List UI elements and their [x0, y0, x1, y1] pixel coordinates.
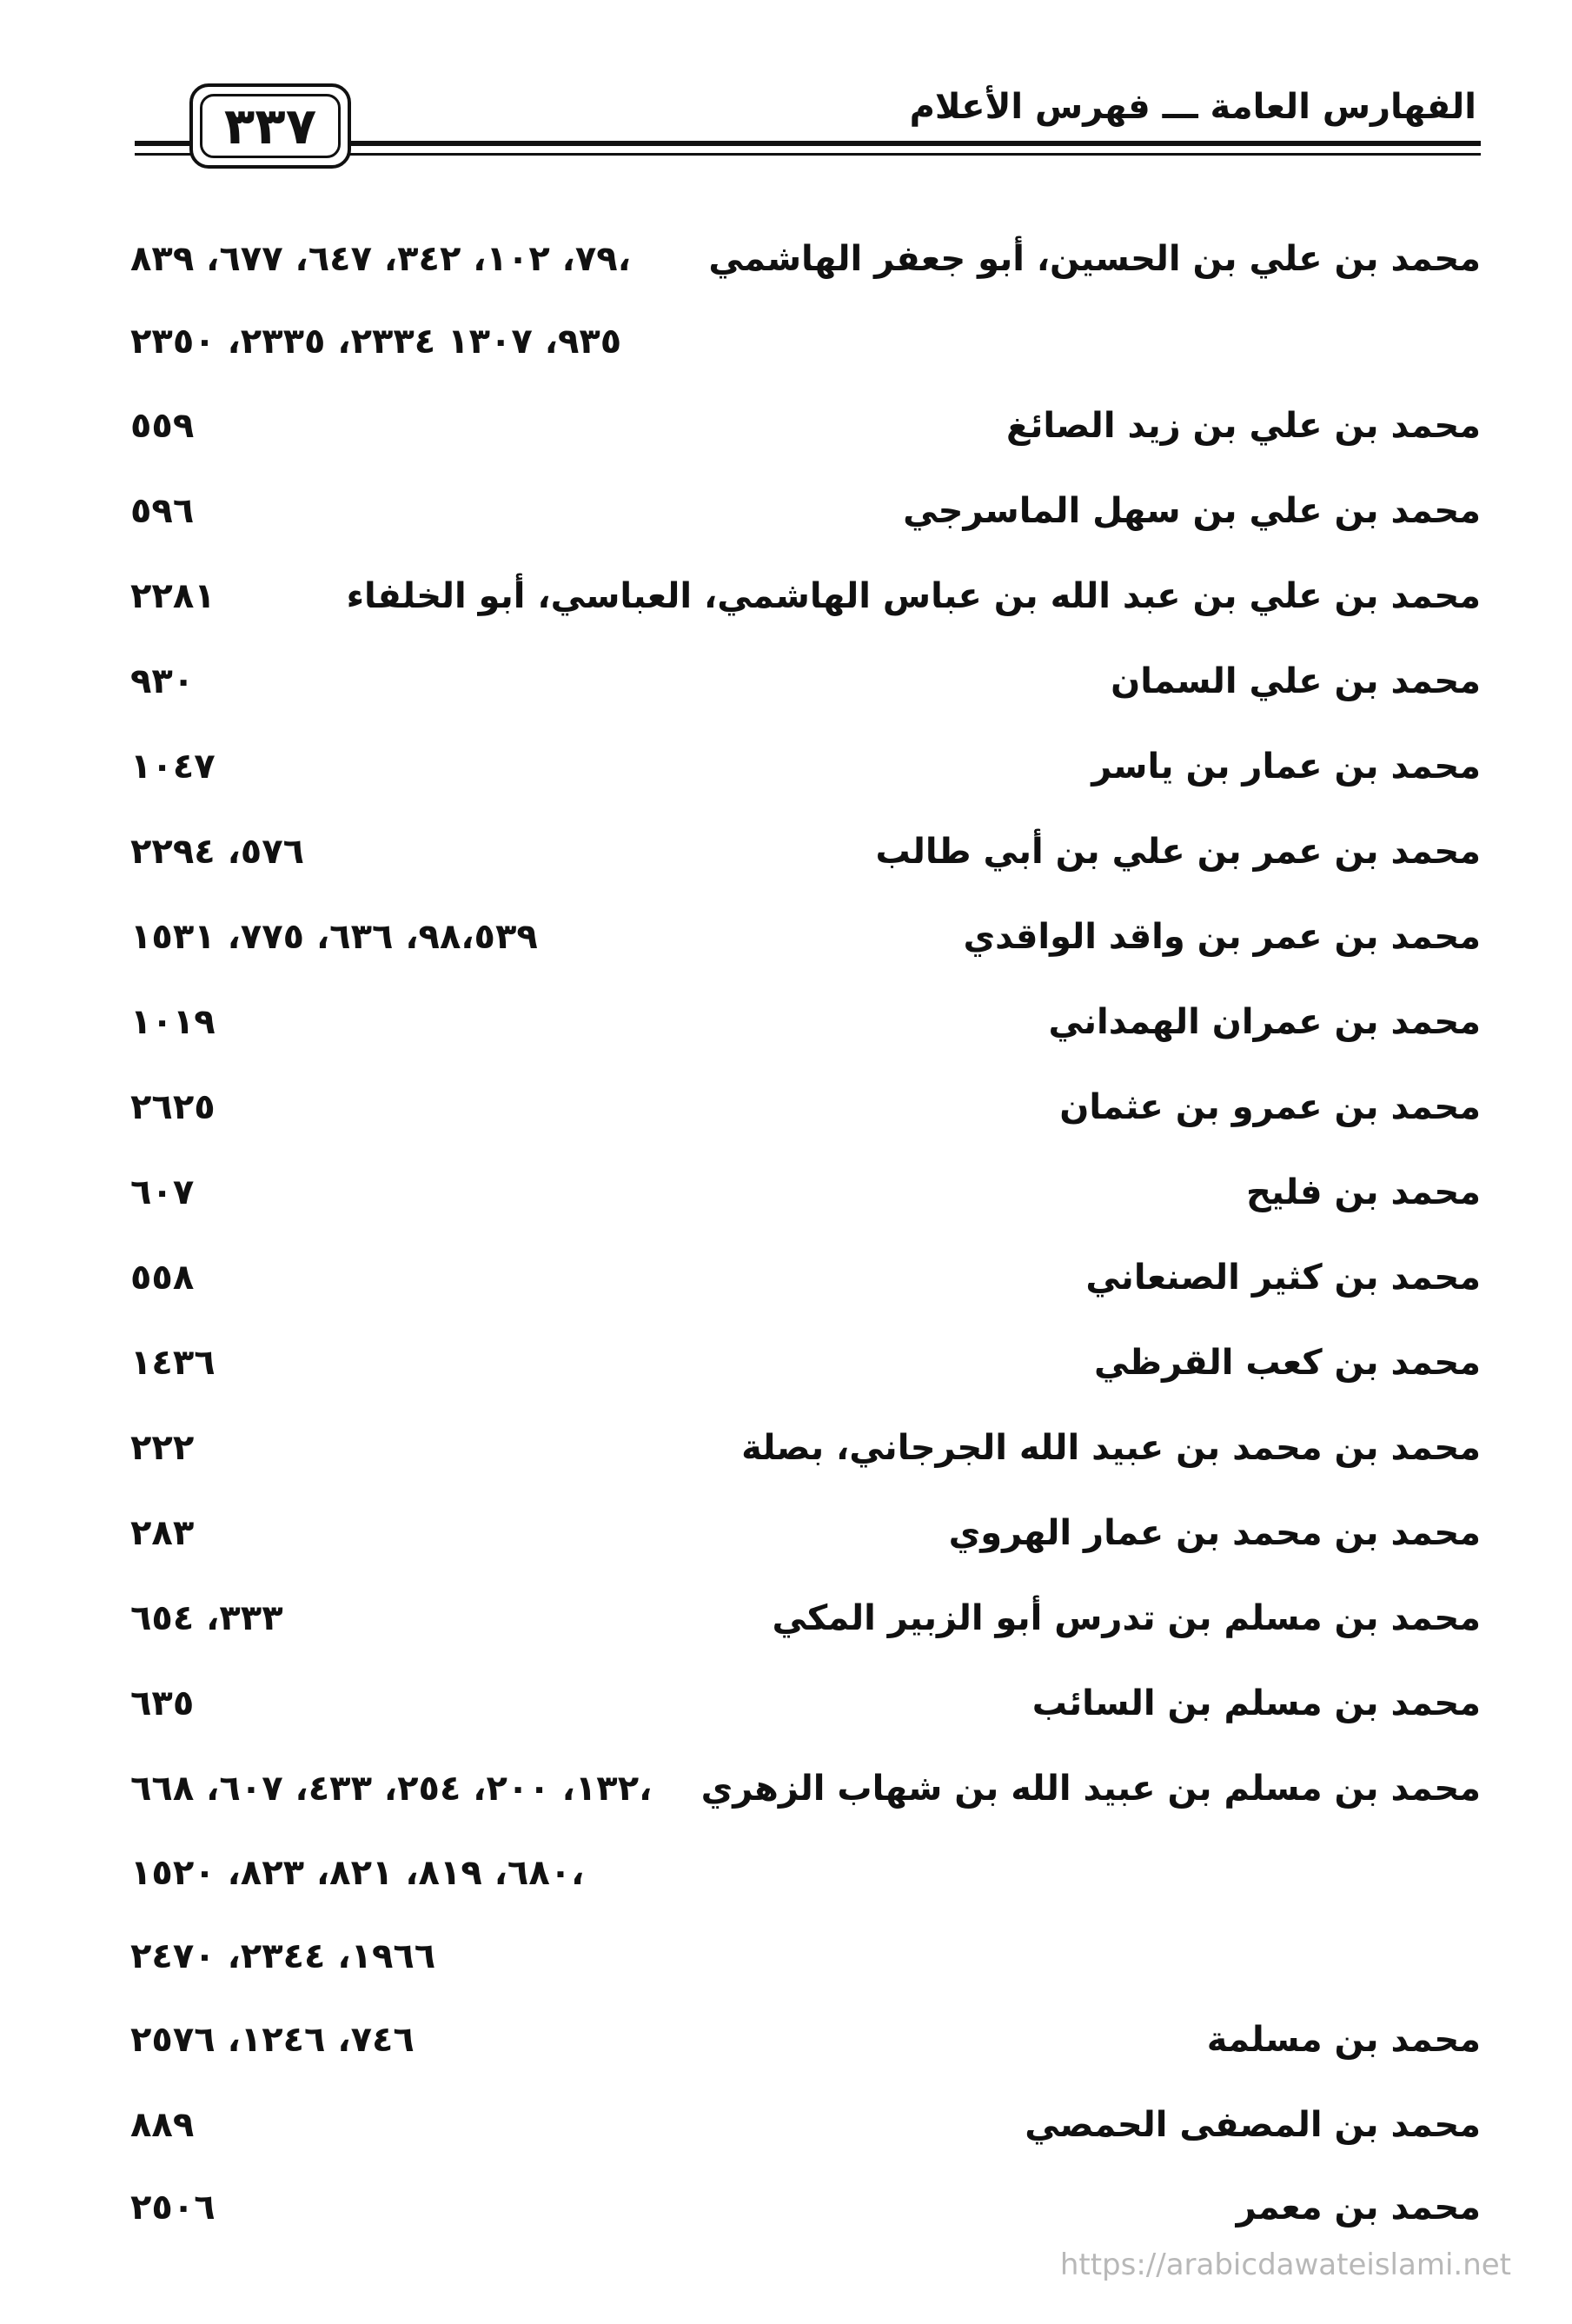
entry-pages: ٢٥٠٦: [130, 2188, 216, 2228]
entry-pages: ١٠١٩: [130, 1002, 216, 1042]
entry-name: محمد بن كثير الصنعاني: [1085, 1258, 1481, 1298]
index-entry: [130, 1503, 1481, 1564]
index-entry: [130, 1162, 1481, 1223]
index-entry: [130, 481, 1481, 541]
entry-pages: ٥٥٩: [130, 406, 195, 446]
entry-pages: ٥٩٦: [130, 491, 195, 531]
entry-pages: ٢٨٣: [130, 1513, 195, 1553]
index-entry: [130, 992, 1481, 1052]
entry-name: محمد بن كعب القرظي: [1093, 1343, 1481, 1383]
entry-name: محمد بن محمد بن عبيد الله الجرجاني، بصلة: [741, 1428, 1481, 1468]
entry-name: محمد بن مسلم بن تدرس أبو الزبير المكي: [772, 1598, 1481, 1638]
entry-pages-continuation: ١٩٦٦، ٢٣٤٤، ٢٤٧٠: [130, 1936, 436, 1976]
entry-pages: ٧٤٦، ١٢٤٦، ٢٥٧٦: [130, 2020, 415, 2060]
index-entry: [130, 1673, 1481, 1734]
index-entry: [130, 229, 1481, 289]
entry-name: محمد بن مسلم بن عبيد الله بن شهاب الزهري: [700, 1769, 1481, 1809]
entry-name: محمد بن عمار بن ياسر: [1091, 747, 1481, 787]
entry-pages: ١٤٣٦: [130, 1343, 216, 1383]
entry-name: محمد بن علي بن الحسين، أبو جعفر الهاشمي: [708, 239, 1481, 279]
entry-pages: ٦٣٥: [130, 1683, 195, 1723]
entry-pages: ١٠٤٧: [130, 747, 216, 787]
entry-name: محمد بن فليح: [1245, 1172, 1481, 1212]
entry-name: محمد بن علي بن زيد الصائغ: [1006, 406, 1481, 446]
entry-name: محمد بن مسلم بن السائب: [1031, 1683, 1481, 1723]
index-entry: [130, 1077, 1481, 1138]
entry-pages: ٥٧٦، ٢٢٩٤: [130, 832, 305, 872]
entry-name: محمد بن المصفى الحمصي: [1025, 2105, 1481, 2145]
index-entry: [130, 1247, 1481, 1308]
entry-name: محمد بن علي السمان: [1111, 661, 1481, 701]
entry-name: محمد بن معمر: [1236, 2188, 1481, 2228]
index-entry: [130, 1588, 1481, 1649]
entry-name: محمد بن عمران الهمداني: [1048, 1002, 1481, 1042]
index-entry: [130, 2009, 1481, 2070]
entry-name: محمد بن محمد بن عمار الهروي: [948, 1513, 1481, 1553]
entry-pages-continuation: ٩٣٥، ١٣٠٧ ٢٣٣٤، ٢٣٣٥، ٢٣٥٠: [130, 322, 622, 362]
index-entry: [130, 821, 1481, 882]
entry-name: محمد بن علي بن عبد الله بن عباس الهاشمي، العباسي، أبو الخلفاء: [346, 576, 1481, 616]
entry-pages-continuation: ٦٨٠، ٨١٩، ٨٢١، ٨٢٣، ١٥٢٠،: [130, 1853, 585, 1893]
index-entry: [130, 1418, 1481, 1478]
index-entry: [130, 736, 1481, 797]
running-header-title: الفهارس العامة ـــ فهرس الأعلام: [909, 87, 1476, 127]
entry-name: محمد بن علي بن سهل الماسرجي: [903, 491, 1481, 531]
entry-name: محمد بن مسلمة: [1206, 2020, 1481, 2060]
index-entry: [130, 2177, 1481, 2238]
entry-pages: ٧٩، ١٠٢، ٣٤٢، ٦٤٧، ٦٧٧، ٨٣٩،: [130, 239, 631, 279]
page-number: ٣٣٧: [200, 94, 341, 158]
entry-pages: ٢٦٢٥: [130, 1087, 216, 1127]
entry-pages: ٩٣٠: [130, 661, 195, 701]
index-entry: [130, 566, 1481, 627]
entry-name: محمد بن عمر بن علي بن أبي طالب: [875, 832, 1481, 872]
index-entry: [130, 2095, 1481, 2155]
index-entry: [130, 395, 1481, 456]
entry-pages: ٦٠٧: [130, 1172, 195, 1212]
watermark-url: https://arabicdawateislami.net: [1059, 2248, 1511, 2282]
entry-pages: ٥٥٨: [130, 1258, 195, 1298]
index-entry: [130, 1332, 1481, 1393]
index-entry: [130, 651, 1481, 712]
entry-pages: ١٣٢، ٢٠٠، ٢٥٤، ٤٣٣، ٦٠٧، ٦٦٨،: [130, 1769, 653, 1809]
page-number-frame: [189, 83, 351, 169]
index-entry: [130, 1758, 1481, 1819]
entry-pages: ٩٨،٥٣٩، ٦٣٦، ٧٧٥، ١٥٣١: [130, 917, 538, 957]
entry-pages: ٢٢٨١: [130, 576, 216, 616]
entry-pages: ٢٢٢: [130, 1428, 195, 1468]
entry-pages: ٣٣٣، ٦٥٤: [130, 1598, 283, 1638]
entry-name: محمد بن عمر بن واقد الواقدي: [963, 917, 1481, 957]
index-entry: [130, 906, 1481, 967]
entry-name: محمد بن عمرو بن عثمان: [1059, 1087, 1481, 1127]
entry-pages: ٨٨٩: [130, 2105, 195, 2145]
